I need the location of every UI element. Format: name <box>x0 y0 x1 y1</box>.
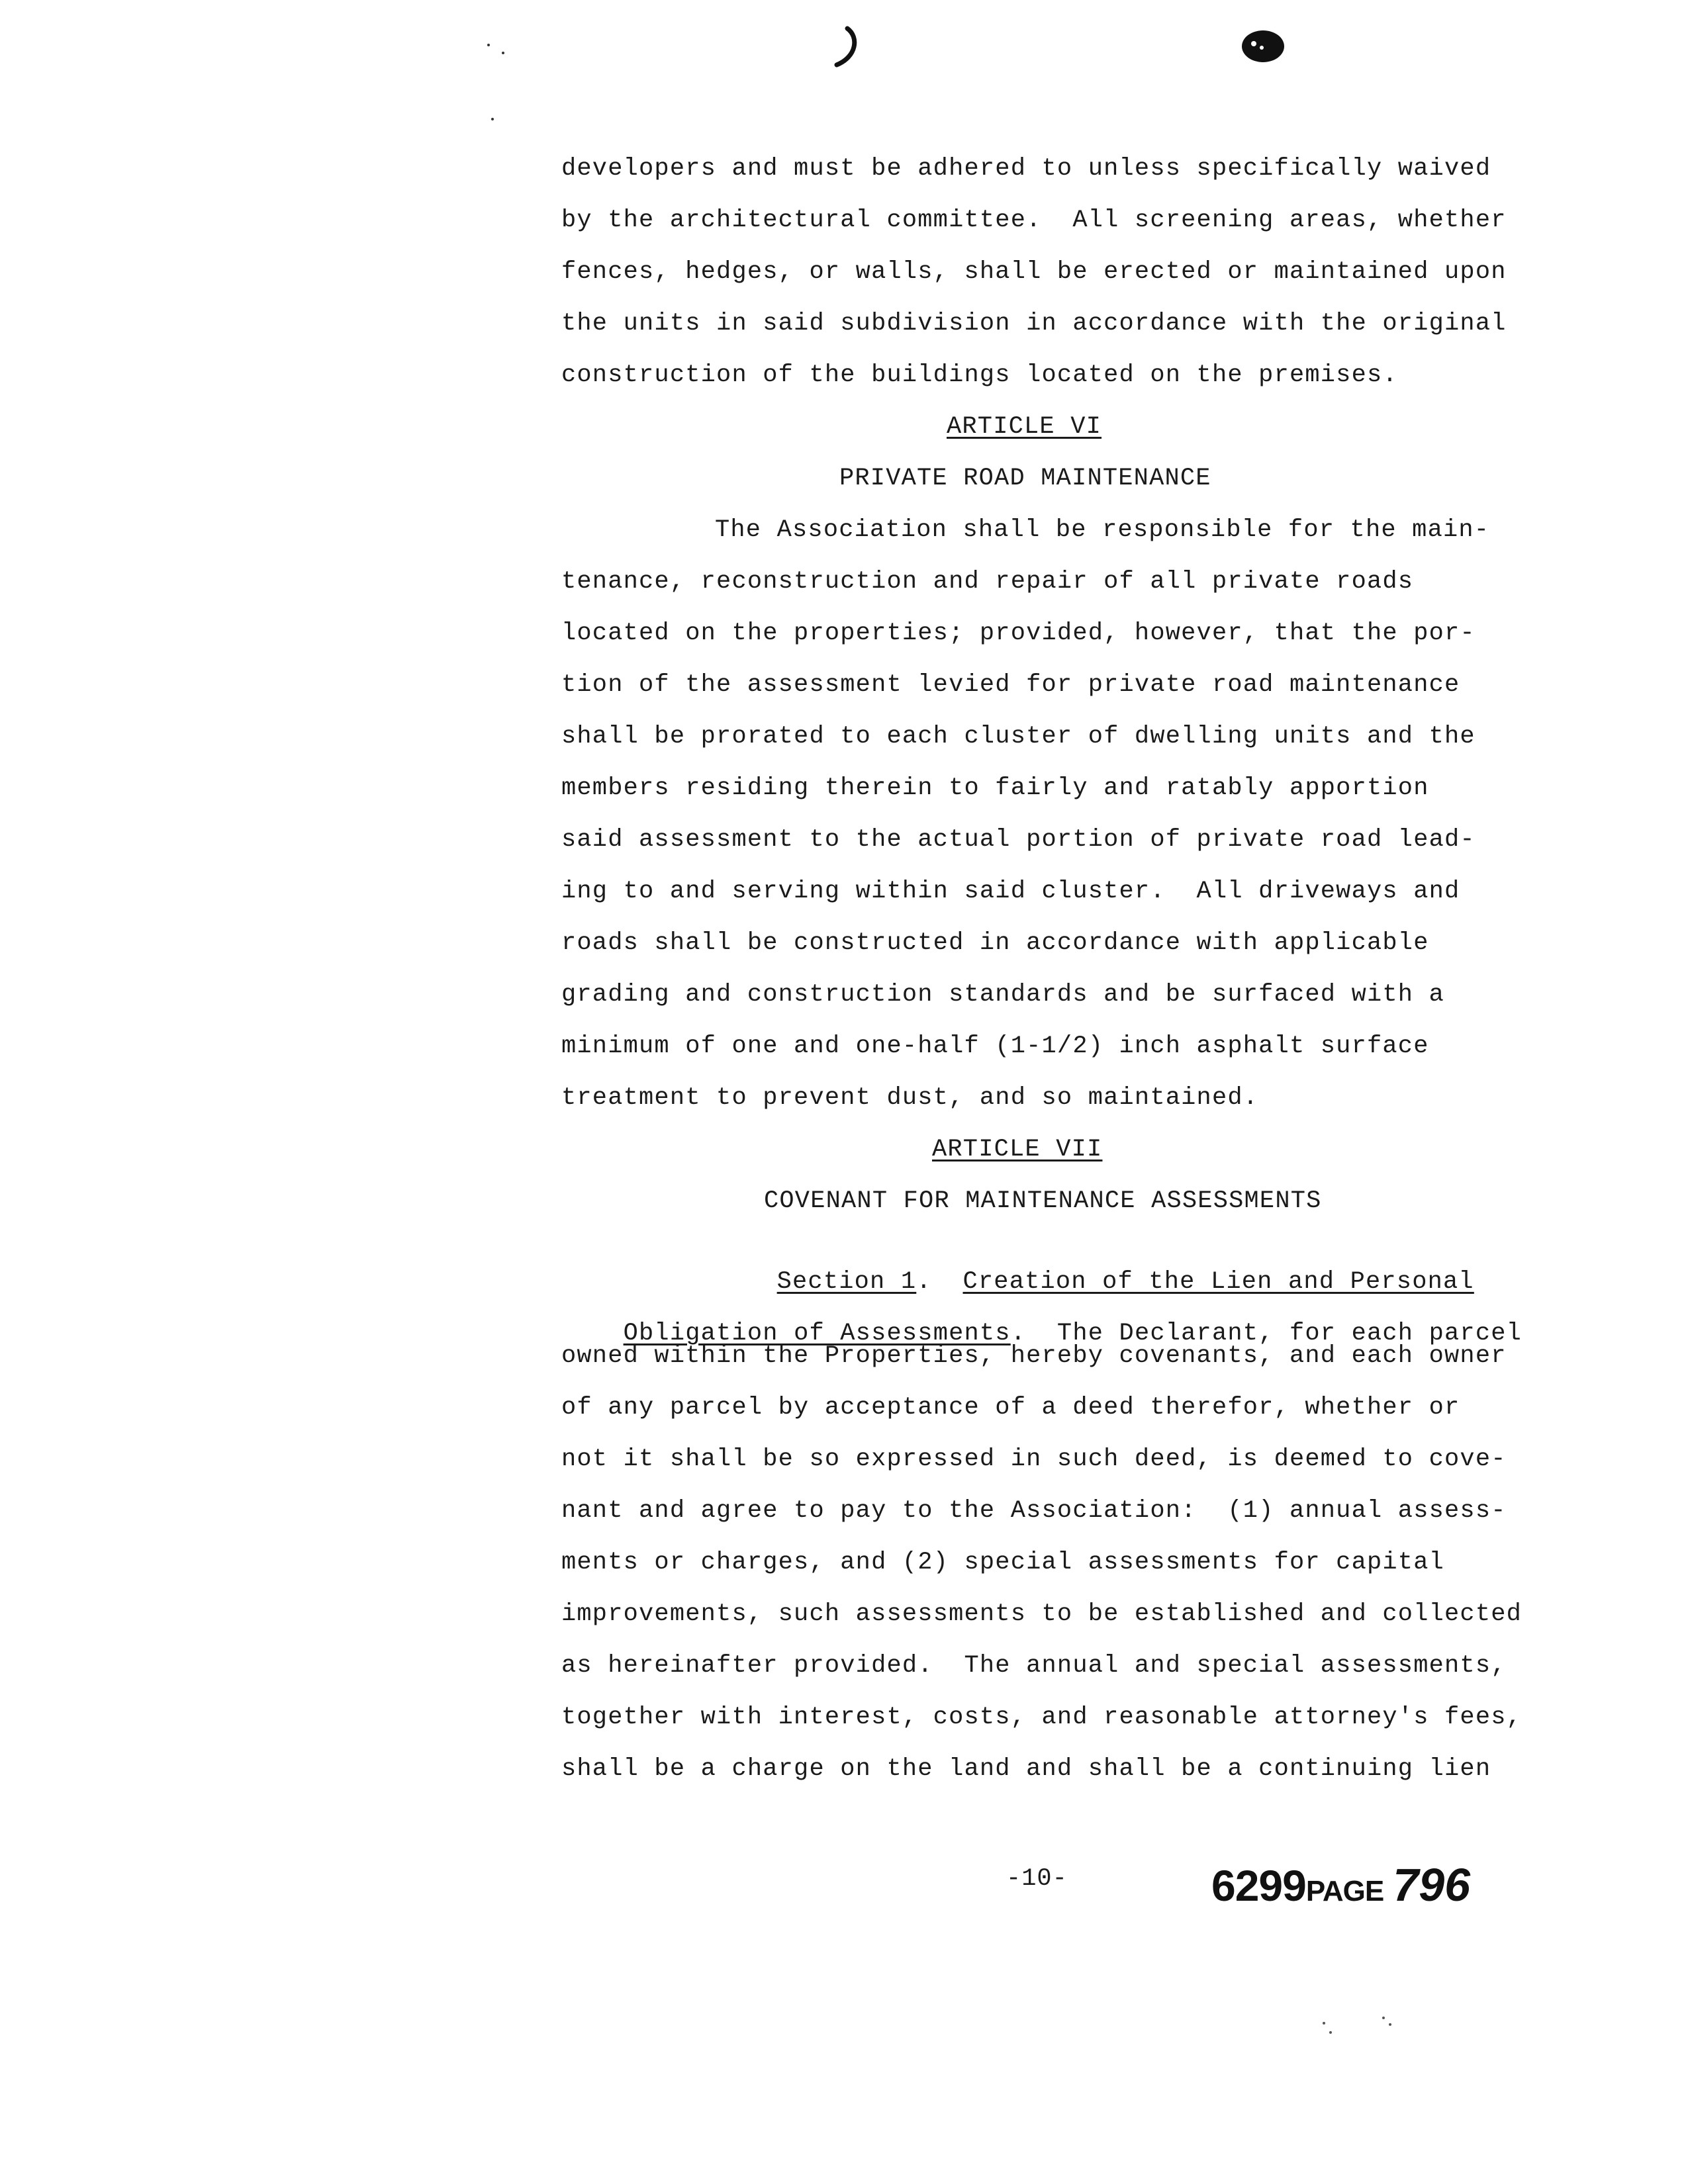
article-vii-title: COVENANT FOR MAINTENANCE ASSESSMENTS <box>764 1187 1322 1215</box>
page-number: -10- <box>1006 1865 1068 1893</box>
body-line: grading and construction standards and be surfaced with a <box>561 981 1445 1009</box>
body-line: said assessment to the actual portion of private road lead- <box>561 826 1476 854</box>
article-vii-heading: ARTICLE VII <box>932 1136 1103 1163</box>
body-line: not it shall be so expressed in such deed, is deemed to cove- <box>561 1445 1507 1473</box>
body-line: tion of the assessment levied for private road maintenance <box>561 671 1460 699</box>
section-label-period: . <box>916 1268 963 1296</box>
stamp-page-label: PAGE <box>1305 1875 1384 1907</box>
body-line: members residing therein to fairly and ratably apportion <box>561 774 1429 802</box>
section-label: Section 1 <box>776 1268 917 1296</box>
article-vi-title: PRIVATE ROAD MAINTENANCE <box>839 465 1211 492</box>
article-vi-heading: ARTICLE VI <box>947 413 1102 441</box>
scan-artifact-blot <box>1239 25 1287 65</box>
body-line: as hereinafter provided. The annual and special assessments, <box>561 1652 1507 1680</box>
scan-artifact-specks-bottom <box>1317 2009 1410 2048</box>
body-line: owned within the Properties, hereby covenants, and each owner <box>561 1342 1507 1370</box>
body-line: by the architectural committee. All screening areas, whether <box>561 206 1507 234</box>
body-line: the units in said subdivision in accordance with the original <box>561 310 1507 338</box>
body-line: roads shall be constructed in accordance with applicable <box>561 929 1429 957</box>
body-line: construction of the buildings located on the premises. <box>561 361 1398 389</box>
recording-stamp <box>1211 1858 1470 1911</box>
scan-artifact-specks <box>483 40 523 139</box>
body-line: together with interest, costs, and reasonable attorney's fees, <box>561 1704 1523 1731</box>
body-line-rest: . The Declarant, for each parcel <box>1010 1320 1523 1347</box>
body-line: shall be a charge on the land and shall be a continuing lien <box>561 1755 1491 1783</box>
body-line: fences, hedges, or walls, shall be erected or maintained upon <box>561 258 1507 286</box>
body-line: The Association shall be responsible for the main- <box>715 516 1490 544</box>
body-line: tenance, reconstruction and repair of all private roads <box>561 568 1414 596</box>
body-line: minimum of one and one-half (1-1/2) inch asphalt surface <box>561 1032 1429 1060</box>
body-line: treatment to prevent dust, and so maintained. <box>561 1084 1259 1112</box>
body-line: ments or charges, and (2) special assessments for capital <box>561 1549 1445 1576</box>
section-title-part-a: Creation of the Lien and Personal <box>962 1268 1474 1296</box>
scan-artifact-hook <box>827 25 867 71</box>
body-line: of any parcel by acceptance of a deed therefor, whether or <box>561 1394 1460 1422</box>
body-line: improvements, such assessments to be established and collected <box>561 1600 1523 1628</box>
body-line: ing to and serving within said cluster. All driveways and <box>561 878 1460 905</box>
stamp-book-number: 6299 <box>1211 1861 1306 1910</box>
stamp-page-number: 796 <box>1393 1859 1471 1911</box>
body-line: nant and agree to pay to the Association: (1) annual assess- <box>561 1497 1507 1525</box>
body-line: developers and must be adhered to unless specifically waived <box>561 155 1491 183</box>
body-line: shall be prorated to each cluster of dwelling units and the <box>561 723 1476 751</box>
section-title-part-b: Obligation of Assessments <box>623 1320 1011 1347</box>
body-line: located on the properties; provided, however, that the por- <box>561 619 1476 647</box>
